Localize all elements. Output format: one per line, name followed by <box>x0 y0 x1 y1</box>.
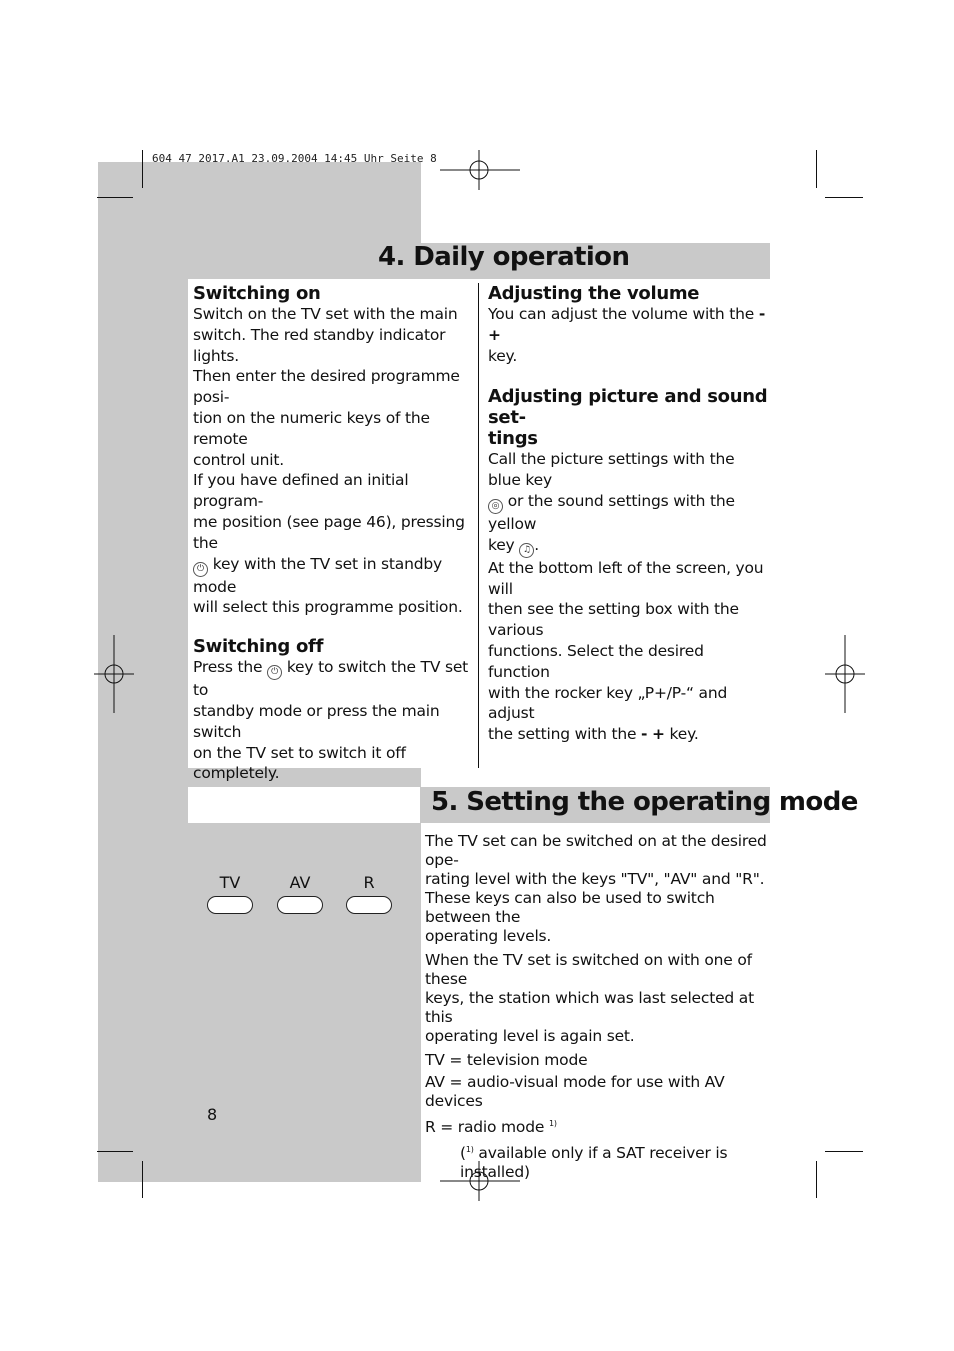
adjusting-volume-text <box>488 304 768 366</box>
switching-on-heading: Switching on <box>193 283 321 304</box>
switching-off-heading: Switching off <box>193 636 324 658</box>
text-fragment: key. <box>669 725 699 744</box>
text-line: key. <box>488 346 518 365</box>
crop-mark-br-v <box>816 1161 817 1198</box>
av-key-button <box>277 896 323 914</box>
text-line <box>488 535 768 558</box>
plus-key-label: + <box>488 325 501 344</box>
r-key-label: R <box>363 873 375 892</box>
text-line <box>488 724 768 745</box>
text-line: on the TV set to switch it off completely. <box>193 743 406 783</box>
plus-key-label: + <box>651 725 665 744</box>
music-note-icon: ♫ <box>519 543 534 558</box>
heading-line: tings <box>488 428 538 450</box>
section5-title: 5. Setting the operating mode <box>431 787 858 817</box>
text-line <box>488 304 768 346</box>
left-column <box>193 283 473 784</box>
text-line: Switch on the TV set with the main <box>193 305 458 323</box>
text-fragment: key with the TV set in standby mode <box>193 554 442 596</box>
registration-mark-right <box>825 635 865 713</box>
adjusting-picture-heading <box>488 386 768 449</box>
tv-mode-line: TV = television mode <box>425 1051 588 1069</box>
text-fragment: ( <box>460 1144 466 1163</box>
text-line: with the rocker key „P+/P-“ and adjust <box>488 683 728 723</box>
section4-title: 4. Daily operation <box>378 242 630 272</box>
r-mode-line <box>425 1114 770 1137</box>
crop-mark-bl-h <box>97 1151 133 1152</box>
text-line: At the bottom left of the screen, you will <box>488 558 764 598</box>
adjusting-picture-text <box>488 449 768 745</box>
text-line <box>193 554 473 598</box>
crop-mark-br-h <box>825 1151 863 1152</box>
av-key-label: AV <box>289 873 311 892</box>
text-line: The TV set can be switched on at the desired ope- <box>425 832 767 869</box>
heading-line: Adjusting picture and sound set- <box>488 386 768 429</box>
text-line: functions. Select the desired function <box>488 641 704 681</box>
text-fragment: Press the <box>193 658 263 677</box>
text-line: switch. The red standby indicator lights. <box>193 325 446 365</box>
text-fragment: available only if a SAT receiver is installed) <box>460 1144 728 1182</box>
text-fragment: key to switch the TV set to <box>193 658 469 700</box>
minus-key-label: - <box>641 725 648 744</box>
text-fragment: the setting with the <box>488 725 637 744</box>
registration-mark-top <box>440 150 520 190</box>
text-fragment: or the sound settings with the yellow <box>488 491 735 533</box>
adjusting-volume-heading: Adjusting the volume <box>488 283 700 304</box>
section5-text <box>425 832 770 1182</box>
section5-left-white-strip <box>188 787 420 823</box>
text-line: will select this programme position. <box>193 598 463 617</box>
tv-key-button <box>207 896 253 914</box>
text-line: Call the picture settings with the blue key <box>488 450 735 490</box>
switching-on-text <box>193 304 473 618</box>
text-line: me position (see page 46), pressing the <box>193 512 465 552</box>
text-line: control unit. <box>193 450 285 469</box>
text-fragment: You can adjust the volume with the <box>488 305 755 323</box>
text-line: Then enter the desired programme posi- <box>193 367 460 407</box>
footnote <box>425 1140 770 1182</box>
text-fragment: key <box>488 535 515 554</box>
text-line: tion on the numeric keys of the remote <box>193 408 430 448</box>
text-line: rating level with the keys "TV", "AV" and "R". <box>425 870 765 888</box>
text-line <box>193 657 473 701</box>
crop-mark-tr-h <box>825 197 863 198</box>
text-line: These keys can also be used to switch between the <box>425 889 715 926</box>
r-key-button <box>346 896 392 914</box>
power-icon: ⏻ <box>193 562 208 577</box>
av-mode-line: AV = audio-visual mode for use with AV devices <box>425 1073 725 1110</box>
text-line: operating level is again set. <box>425 1027 635 1045</box>
text-fragment: . <box>534 535 540 554</box>
crop-mark-tr-v <box>816 150 817 188</box>
crop-mark-tl-h <box>97 197 133 198</box>
footnote-marker: 1) <box>548 1119 557 1128</box>
footnote-marker: 1) <box>465 1145 474 1155</box>
switching-off-text <box>193 657 473 784</box>
text-line: If you have defined an initial program- <box>193 471 409 511</box>
crop-mark-bl-v <box>142 1161 143 1198</box>
minus-key-label: - <box>758 305 766 323</box>
crop-mark-tl-v <box>142 150 143 188</box>
tv-key-label: TV <box>219 873 241 892</box>
power-icon: ⏻ <box>267 665 282 680</box>
eye-icon: ◎ <box>488 499 503 514</box>
column-divider <box>478 283 479 768</box>
text-line: standby mode or press the main switch <box>193 701 440 741</box>
right-column <box>488 283 768 745</box>
text-line: then see the setting box with the various <box>488 600 739 640</box>
text-line <box>488 491 768 535</box>
text-line: When the TV set is switched on with one of these <box>425 951 752 988</box>
text-line: keys, the station which was last selected at this <box>425 989 754 1026</box>
registration-mark-left <box>94 635 134 713</box>
text-fragment: R = radio mode <box>425 1118 545 1137</box>
print-info-slug: 604 47 2017.A1 23.09.2004 14:45 Uhr Seite 8 <box>152 152 437 165</box>
text-line: operating levels. <box>425 927 552 945</box>
page-number: 8 <box>207 1105 218 1124</box>
